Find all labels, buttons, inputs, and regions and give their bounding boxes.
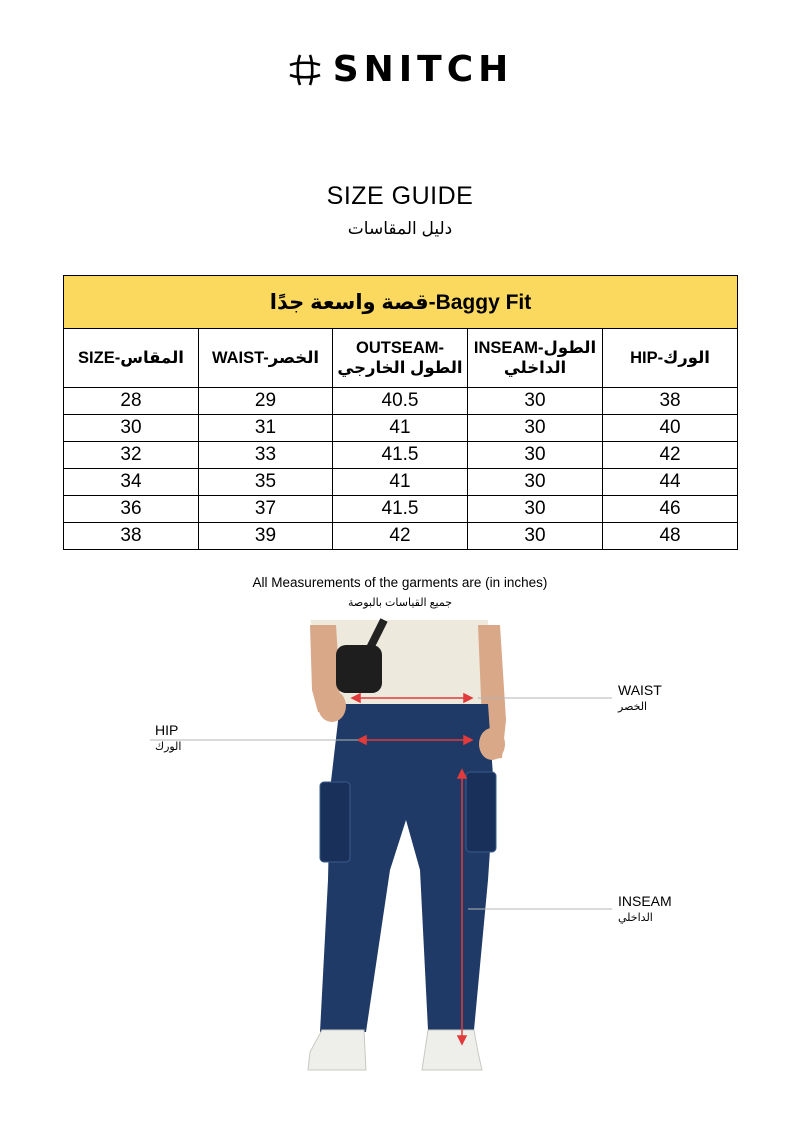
cell-waist: 33 [199,442,333,469]
inseam-label: INSEAM [618,893,672,909]
cell-size: 36 [64,496,199,523]
left-shoe [308,1030,366,1070]
left-hand [318,690,346,722]
cell-outseam: 41.5 [333,442,468,469]
cell-outseam: 42 [333,523,468,550]
brand-name: SNITCH [332,49,514,90]
cell-inseam: 30 [468,415,603,442]
cell-hip: 46 [603,496,738,523]
hip-callout [155,722,181,753]
cell-inseam: 30 [468,388,603,415]
cell-size: 34 [64,469,199,496]
cell-size: 38 [64,523,199,550]
cell-hip: 38 [603,388,738,415]
right-cargo-pocket [466,772,496,852]
cell-outseam: 41 [333,469,468,496]
inseam-callout [618,893,672,924]
cell-waist: 31 [199,415,333,442]
waist-callout [618,682,662,713]
right-shoe [422,1030,482,1070]
cell-inseam: 30 [468,469,603,496]
cell-outseam: 41.5 [333,496,468,523]
column-header-waist: WAIST-الخصر [199,329,333,388]
measurement-note-arabic: جميع القياسات بالبوصة [347,597,453,609]
cell-waist: 35 [199,469,333,496]
left-cargo-pocket [320,782,350,862]
waist-label-arabic: الخصر [618,701,648,713]
waist-label: WAIST [618,682,662,698]
cell-size: 32 [64,442,199,469]
column-header-inseam: INSEAM-الطول الداخلي [468,329,603,388]
hip-label: HIP [155,722,179,738]
bag-shape [336,645,382,693]
column-header-hip: HIP-الورك [603,329,738,388]
cell-inseam: 30 [468,442,603,469]
cell-hip: 48 [603,523,738,550]
page-title-arabic: دليل المقاسات [347,219,453,238]
hip-label-arabic: الورك [155,741,182,753]
cell-waist: 39 [199,523,333,550]
cell-hip: 42 [603,442,738,469]
fit-banner: قصة واسعة جدًا-Baggy Fit [64,276,738,329]
cell-inseam: 30 [468,496,603,523]
measurement-note: All Measurements of the garments are (in inches) [252,575,548,590]
cell-outseam: 41 [333,415,468,442]
column-header-outseam: OUTSEAM- الطول الخارجي [333,329,468,388]
cell-hip: 44 [603,469,738,496]
cell-inseam: 30 [468,523,603,550]
column-header-size: SIZE-المقاس [64,329,199,388]
cell-outseam: 40.5 [333,388,468,415]
cell-hip: 40 [603,415,738,442]
inseam-label-arabic: الداخلي [618,912,653,924]
right-hand [479,728,505,760]
page-title: SIZE GUIDE [326,182,474,210]
jeans-shape [320,704,494,1032]
cell-size: 30 [64,415,199,442]
cell-waist: 37 [199,496,333,523]
cell-waist: 29 [199,388,333,415]
cell-size: 28 [64,388,199,415]
